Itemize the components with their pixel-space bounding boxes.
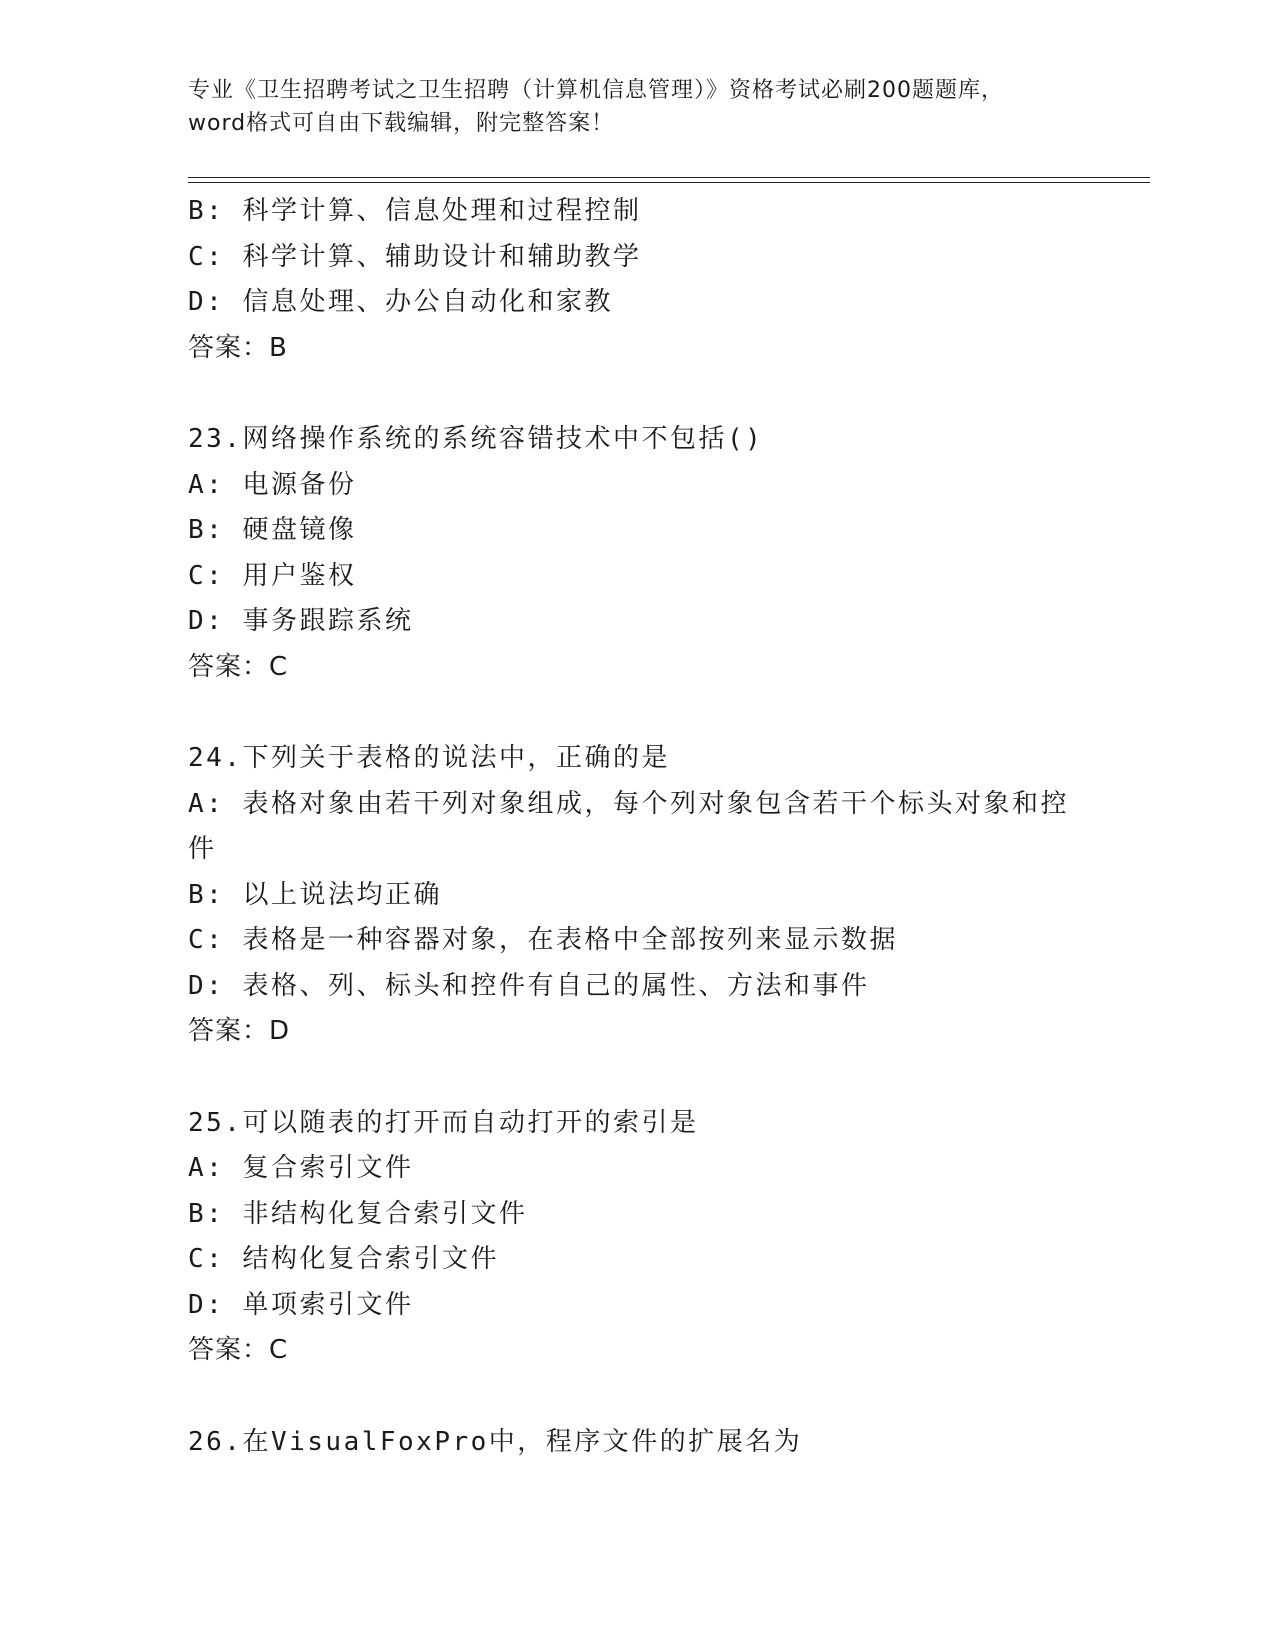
question-list bbox=[188, 189, 1088, 1465]
spacer bbox=[188, 1374, 1088, 1420]
option-c: C: 结构化复合索引文件 bbox=[188, 1244, 499, 1274]
question-24 bbox=[188, 736, 1088, 1055]
option-b: B: 非结构化复合索引文件 bbox=[188, 1198, 528, 1229]
option-c: C: 科学计算、辅助设计和辅助教学 bbox=[188, 241, 642, 272]
question-text: 25.可以随表的打开而自动打开的索引是 bbox=[188, 1107, 699, 1138]
answer-line: 答案：B bbox=[188, 332, 288, 363]
option-d: D: 信息处理、办公自动化和家教 bbox=[188, 287, 613, 317]
option-d: D: 单项索引文件 bbox=[188, 1289, 414, 1320]
option-a: A: 复合索引文件 bbox=[188, 1153, 414, 1183]
question-25 bbox=[188, 1101, 1088, 1374]
option-b: B: 硬盘镜像 bbox=[188, 515, 357, 545]
option-d: D: 表格、列、标头和控件有自己的属性、方法和事件 bbox=[188, 970, 870, 1001]
answer-line: 答案：D bbox=[188, 1016, 291, 1046]
question-text: 26.在VisualFoxPro中，程序文件的扩展名为 bbox=[188, 1426, 803, 1457]
option-a: A: 电源备份 bbox=[188, 469, 357, 500]
spacer bbox=[188, 1055, 1088, 1101]
option-a: A: 表格对象由若干列对象组成，每个列对象包含若干个标头对象和控 bbox=[188, 788, 1069, 819]
question-23 bbox=[188, 417, 1088, 690]
option-b: B: 以上说法均正确 bbox=[188, 879, 442, 910]
question-text: 23.网络操作系统的系统容错技术中不包括() bbox=[188, 424, 764, 454]
header-divider-bottom bbox=[188, 182, 1150, 183]
question-26 bbox=[188, 1420, 1088, 1466]
question-text: 24.下列关于表格的说法中，正确的是 bbox=[188, 743, 670, 773]
option-b: B: 科学计算、信息处理和过程控制 bbox=[188, 196, 642, 226]
header-line-2: word格式可自由下载编辑，附完整答案！ bbox=[188, 111, 615, 136]
header-line-1: 专业《卫生招聘考试之卫生招聘（计算机信息管理）》资格考试必刷200题题库， bbox=[188, 78, 1004, 103]
option-c: C: 用户鉴权 bbox=[188, 560, 357, 591]
answer-line: 答案：C bbox=[188, 1335, 289, 1365]
spacer bbox=[188, 690, 1088, 736]
option-a-continued: 件 bbox=[188, 834, 217, 864]
option-c: C: 表格是一种容器对象，在表格中全部按列来显示数据 bbox=[188, 925, 898, 955]
option-d: D: 事务跟踪系统 bbox=[188, 606, 414, 636]
spacer bbox=[188, 371, 1088, 417]
question-22 bbox=[188, 189, 1088, 371]
answer-line: 答案：C bbox=[188, 651, 289, 682]
header-divider-top bbox=[188, 177, 1150, 178]
document-header bbox=[188, 74, 1088, 140]
